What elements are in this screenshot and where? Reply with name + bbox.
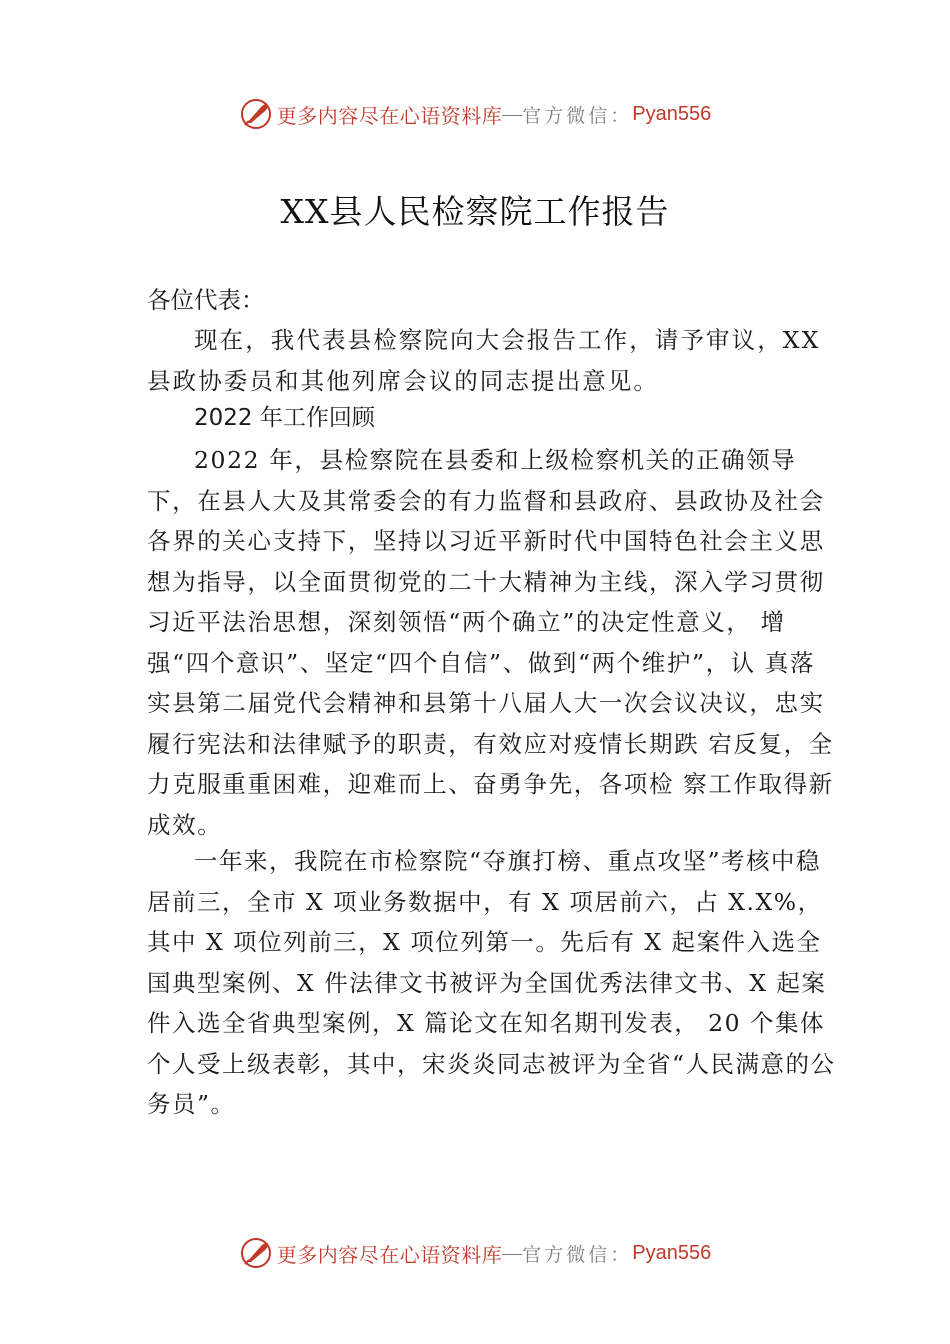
footer-watermark-banner bbox=[0, 1233, 950, 1273]
banner-wechat-id: Pyan556 bbox=[632, 102, 712, 125]
salutation: 各位代表： bbox=[147, 286, 265, 314]
header-watermark-banner bbox=[0, 94, 950, 134]
quill-logo-icon bbox=[239, 1236, 273, 1270]
quill-logo-icon bbox=[239, 97, 273, 131]
banner-wechat-id: Pyan556 bbox=[632, 1241, 712, 1264]
review-paragraph: 2022 年，县检察院在县委和上级检察机关的正确领导下，在县人大及其常委会的有力监督和县政府、县政协及社会各界的关心支持下，坚持以习近平新时代中国特色社会主义思想为指导，以全面贯彻党的二十大精神为主线，深入学习贯彻习近平法治思想，深刻领悟“两个确立”的决定性意义， 增强“四个意识”、坚定“四个自信”、做到“两个维护”，认 真落实县第二届党代会精神和县第十八届人大一次会议决议，忠实履行宪法和法律赋予的职责，有效应对疫情长期跌 宕反复，全力克服重重困难，迎难而上、奋勇争先，各项检 察工作取得新成效。 bbox=[147, 446, 834, 839]
document-title: XX县人民检察院工作报告 bbox=[280, 192, 670, 231]
intro-paragraph: 现在，我代表县检察院向大会报告工作，请予审议，XX县政协委员和其他列席会议的同志提出意见。 bbox=[147, 326, 821, 395]
banner-dash: — bbox=[502, 1241, 523, 1264]
banner-dash: — bbox=[502, 102, 523, 125]
banner-text: 更多内容尽在心语资料库 bbox=[276, 1242, 503, 1267]
banner-label: 官方微信： bbox=[522, 104, 633, 127]
banner-label: 官方微信： bbox=[522, 1243, 633, 1266]
achievements-paragraph: 一年来，我院在市检察院“夺旗打榜、重点攻坚”考核中稳居前三，全市 X 项业务数据中，有 X 项居前六，占 X.X%，其中 X 项位列前三，X 项位列第一。先后有 X 起案件入选全国典型案例、X 件法律文书被评为全国优秀法律文书、X 起案件入选全省典型案例，X 篇论文在知名期刊发表， 20 个集体个人受上级表彰，其中，宋炎炎同志被评为全省“人民满意的公务员”。 bbox=[147, 847, 836, 1118]
section-heading: 2022 年工作回顾 bbox=[194, 405, 375, 431]
banner-text: 更多内容尽在心语资料库 bbox=[276, 103, 503, 128]
